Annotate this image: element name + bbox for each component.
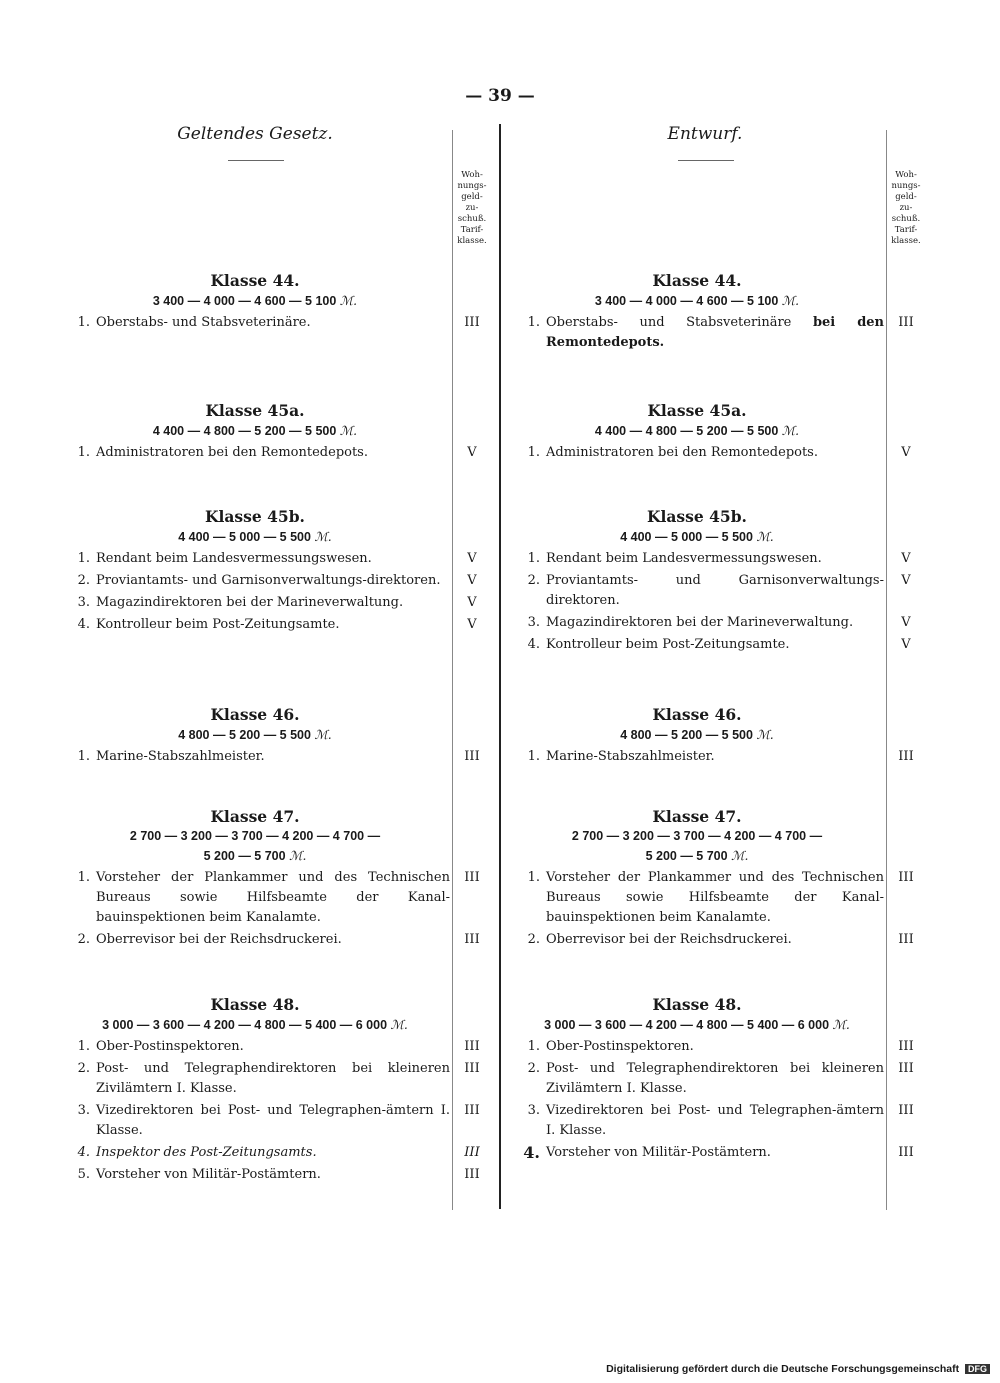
entry-text: [546, 1059, 884, 1099]
entry-tarif-class: III: [898, 870, 914, 885]
entry-number: 2.: [77, 1061, 90, 1076]
entry-row: [60, 747, 480, 767]
entry-number: 1.: [77, 551, 90, 566]
currency-unit: ℳ.: [731, 848, 749, 863]
entry-text: [546, 635, 884, 655]
entry-row: [60, 1165, 480, 1185]
currency-unit: ℳ.: [390, 1017, 408, 1032]
entry-text-main: Post- und Telegraphendirektoren bei kleineren Zivilämtern I. Klasse.: [96, 1061, 450, 1096]
salary-range: [510, 421, 884, 441]
klasse-block: [60, 506, 477, 635]
salary-range-continued: [510, 846, 884, 866]
salary-range: [60, 827, 450, 846]
entry-number: 4.: [527, 637, 540, 652]
entry-text: [546, 571, 884, 611]
salary-range-values: 4 400 — 4 800 — 5 200 — 5 500: [594, 424, 779, 438]
entry-row: [510, 1101, 914, 1141]
entry-number: 1.: [77, 315, 90, 330]
klasse-block: [60, 400, 477, 463]
entry-text-main: Oberstabs- und Stabsveterinäre: [546, 315, 792, 330]
entry-row: [510, 747, 914, 767]
salary-range-values: 2 700 — 3 200 — 3 700 — 4 200 — 4 700 —: [129, 829, 381, 843]
entry-row: [510, 313, 914, 353]
entry-text-main: Magazindirektoren bei der Marineverwaltung.: [546, 615, 854, 630]
entry-text-main: Administratoren bei den Remontedepots.: [546, 445, 818, 460]
klasse-block: [60, 704, 480, 767]
entry-text: [96, 747, 450, 767]
currency-unit: ℳ.: [781, 293, 800, 308]
entry-text: [96, 593, 450, 613]
currency-unit: ℳ.: [289, 848, 307, 863]
entry-tarif-class: V: [901, 551, 911, 566]
salary-range: [510, 527, 884, 547]
entry-number: 4.: [77, 617, 90, 632]
entry-row: [510, 635, 911, 655]
salary-range-values: 3 000 — 3 600 — 4 200 — 4 800 — 5 400 — 6 000: [544, 1018, 830, 1032]
entry-text: [546, 443, 884, 463]
tarif-header-line: schuß.: [457, 214, 487, 224]
klasse-title: Klasse 47.: [210, 807, 300, 826]
entry-text-main: Ober-Postinspektoren.: [96, 1039, 244, 1054]
entry-text-main: Magazindirektoren bei der Marineverwaltung.: [96, 595, 404, 610]
entry-row: [510, 571, 911, 611]
tarif-header-line: geld-: [895, 192, 917, 202]
tarif-header-line: nungs-: [891, 181, 921, 191]
entry-row: [510, 1037, 914, 1057]
entry-text-main: Vizedirektoren bei Post- und Telegraphen-ämtern I. Klasse.: [96, 1103, 450, 1138]
entry-row: [60, 549, 477, 569]
entry-row: [60, 1037, 480, 1057]
tarif-header: [886, 170, 926, 247]
entry-number: 1.: [527, 315, 540, 330]
klasse-block: [510, 994, 914, 1163]
entry-text: [96, 930, 450, 950]
entry-tarif-class: III: [464, 1167, 480, 1182]
left-column-geltendes-gesetz: [60, 124, 506, 1214]
title-rule: [228, 160, 284, 161]
entry-row: [60, 1059, 480, 1099]
entry-tarif-class: III: [464, 315, 480, 330]
entry-text: [96, 1143, 450, 1163]
entry-tarif-class: III: [898, 932, 914, 947]
column-title: Entwurf.: [667, 124, 743, 144]
entry-text: [546, 1101, 884, 1141]
entry-text-main: Vorsteher von Militär-Postämtern.: [546, 1145, 771, 1160]
entry-number: 3.: [77, 1103, 90, 1118]
klasse-title: Klasse 45b.: [205, 507, 305, 526]
entry-number: 1.: [77, 870, 90, 885]
entry-text: [546, 613, 884, 633]
entry-text-main: Rendant beim Landesvermessungswesen.: [96, 551, 372, 566]
entry-tarif-class: III: [898, 315, 914, 330]
entry-number: 2.: [77, 932, 90, 947]
entry-number: 4.: [523, 1143, 540, 1162]
klasse-block: [510, 400, 911, 463]
entry-tarif-class: V: [467, 573, 477, 588]
entry-tarif-class: III: [464, 749, 480, 764]
entry-text-main: Oberstabs- und Stabsveterinäre.: [96, 315, 311, 330]
entry-number: 2.: [527, 932, 540, 947]
salary-range: [60, 291, 450, 311]
entry-text-main: Vorsteher der Plankammer und des Technischen Bureaus sowie Hilfsbeamte der Kanal-bauinspektionen beim Kanalamte.: [96, 870, 450, 925]
entry-number: 3.: [527, 1103, 540, 1118]
entry-text-main: Ober-Postinspektoren.: [546, 1039, 694, 1054]
klasse-title: Klasse 46.: [652, 705, 742, 724]
entry-tarif-class: III: [464, 1061, 480, 1076]
klasse-block: [510, 806, 914, 950]
entry-text-main: Vizedirektoren bei Post- und Telegraphen-ämtern I. Klasse.: [546, 1103, 884, 1138]
entry-number: 5.: [77, 1167, 90, 1182]
salary-range-values: 4 800 — 5 200 — 5 500: [620, 728, 753, 742]
klasse-block: [510, 704, 914, 767]
entry-row: [60, 313, 480, 333]
entry-tarif-class: V: [467, 551, 477, 566]
salary-range: [510, 291, 884, 311]
currency-unit: ℳ.: [314, 529, 332, 544]
klasse-title: Klasse 44.: [652, 271, 742, 290]
entry-text-main: Oberrevisor bei der Reichsdruckerei.: [546, 932, 792, 947]
entry-text: [96, 571, 450, 591]
klasse-block: [510, 270, 914, 353]
salary-range-values: 4 400 — 4 800 — 5 200 — 5 500: [152, 424, 337, 438]
entry-tarif-class: III: [898, 1061, 914, 1076]
entry-text: [546, 747, 884, 767]
entry-row: [510, 443, 911, 463]
salary-range-values: 3 400 — 4 000 — 4 600 — 5 100: [594, 294, 779, 308]
entry-row: [510, 1143, 914, 1163]
entry-number: 2.: [527, 573, 540, 588]
entry-number: 3.: [527, 615, 540, 630]
salary-range-values: 3 000 — 3 600 — 4 200 — 4 800 — 5 400 — 6 000: [102, 1018, 388, 1032]
entry-tarif-class: III: [898, 1103, 914, 1118]
entry-tarif-class: V: [467, 617, 477, 632]
entry-text-main: Marine-Stabszahlmeister.: [546, 749, 715, 764]
salary-range-values: 2 700 — 3 200 — 3 700 — 4 200 — 4 700 —: [571, 829, 823, 843]
entry-text-main: Marine-Stabszahlmeister.: [96, 749, 265, 764]
entry-tarif-class: V: [901, 615, 911, 630]
entry-text: [546, 313, 884, 353]
entry-tarif-class: III: [464, 1145, 480, 1160]
tarif-header-line: geld-: [461, 192, 483, 202]
currency-unit: ℳ.: [781, 423, 800, 438]
title-rule: [678, 160, 734, 161]
entry-text-added: bei den Remontedepots.: [546, 315, 885, 350]
entry-number: 1.: [527, 445, 540, 460]
currency-unit: ℳ.: [314, 727, 332, 742]
klasse-title: Klasse 47.: [652, 807, 742, 826]
tarif-header-line: Woh-: [461, 170, 483, 180]
entry-text: [546, 868, 884, 928]
entry-text-main: Kontrolleur beim Post-Zeitungsamte.: [546, 637, 790, 652]
salary-range: [60, 1015, 450, 1035]
entry-tarif-class: III: [464, 932, 480, 947]
currency-unit: ℳ.: [756, 727, 774, 742]
tarif-header-line: nungs-: [457, 181, 487, 191]
klasse-title: Klasse 48.: [210, 995, 300, 1014]
tarif-header-line: zu-: [899, 203, 913, 213]
entry-row: [510, 930, 914, 950]
entry-row: [60, 593, 477, 613]
entry-text: [546, 1037, 884, 1057]
klasse-title: Klasse 48.: [652, 995, 742, 1014]
klasse-title: Klasse 44.: [210, 271, 300, 290]
footer-text: Digitalisierung gefördert durch die Deutsche Forschungsgemeinschaft: [606, 1363, 960, 1375]
entry-text: [96, 615, 450, 635]
entry-number: 1.: [77, 1039, 90, 1054]
entry-tarif-class: V: [901, 637, 911, 652]
entry-row: [510, 613, 911, 633]
salary-range-values: 4 800 — 5 200 — 5 500: [178, 728, 311, 742]
currency-unit: ℳ.: [832, 1017, 850, 1032]
salary-range: [60, 725, 450, 745]
entry-text: [546, 930, 884, 950]
entry-row: [60, 868, 480, 928]
entry-row: [510, 549, 911, 569]
entry-row: [60, 1143, 480, 1163]
entry-text-main: Post- und Telegraphendirektoren bei kleineren Zivilämtern I. Klasse.: [546, 1061, 884, 1096]
entry-number: 1.: [527, 551, 540, 566]
entry-number: 3.: [77, 595, 90, 610]
dfg-logo: DFG: [965, 1364, 990, 1374]
tarif-header-line: Woh-: [895, 170, 917, 180]
klasse-title: Klasse 46.: [210, 705, 300, 724]
entry-number: 2.: [527, 1061, 540, 1076]
entry-text: [96, 1037, 450, 1057]
entry-number: 1.: [77, 749, 90, 764]
entry-tarif-class: III: [464, 1039, 480, 1054]
entry-number: 1.: [527, 870, 540, 885]
entry-tarif-class: III: [898, 1039, 914, 1054]
entry-row: [60, 571, 477, 591]
entry-text: [96, 443, 450, 463]
entry-tarif-class: V: [467, 445, 477, 460]
tarif-header-line: zu-: [465, 203, 479, 213]
entry-tarif-class: V: [901, 445, 911, 460]
entry-number: 1.: [527, 749, 540, 764]
right-column-entwurf: [510, 124, 956, 1214]
entry-text-main: Inspektor des Post-Zeitungsamts.: [96, 1145, 317, 1160]
currency-unit: ℳ.: [756, 529, 774, 544]
entry-row: [60, 930, 480, 950]
entry-text: [546, 549, 884, 569]
entry-number: 1.: [527, 1039, 540, 1054]
entry-text: [96, 549, 450, 569]
entry-tarif-class: V: [467, 595, 477, 610]
entry-number: 2.: [77, 573, 90, 588]
entry-text-main: Proviantamts- und Garnisonverwaltungs-direktoren.: [96, 573, 441, 588]
klasse-block: [60, 806, 480, 950]
entry-text: [96, 868, 450, 928]
entry-text: [96, 313, 450, 333]
column-title: Geltendes Gesetz.: [177, 124, 333, 144]
entry-text: [96, 1059, 450, 1099]
salary-range: [510, 725, 884, 745]
entry-tarif-class: III: [898, 749, 914, 764]
entry-text-main: Proviantamts- und Garnisonverwaltungs-direktoren.: [546, 573, 884, 608]
entry-text-main: Vorsteher von Militär-Postämtern.: [96, 1167, 321, 1182]
entry-text-main: Kontrolleur beim Post-Zeitungsamte.: [96, 617, 340, 632]
salary-range-continued: [60, 846, 450, 866]
salary-range-values: 5 200 — 5 700: [203, 849, 286, 863]
tarif-header-line: schuß.: [891, 214, 921, 224]
entry-tarif-class: V: [901, 573, 911, 588]
entry-text-main: Oberrevisor bei der Reichsdruckerei.: [96, 932, 342, 947]
klasse-block: [510, 506, 911, 655]
entry-tarif-class: III: [464, 870, 480, 885]
currency-unit: ℳ.: [339, 423, 358, 438]
entry-text: [546, 1143, 884, 1163]
entry-number: 4.: [77, 1145, 90, 1160]
tarif-header: [452, 170, 492, 247]
entry-row: [510, 868, 914, 928]
salary-range: [510, 827, 884, 846]
salary-range: [60, 527, 450, 547]
entry-tarif-class: III: [898, 1145, 914, 1160]
salary-range-values: 4 400 — 5 000 — 5 500: [178, 530, 311, 544]
entry-tarif-class: III: [464, 1103, 480, 1118]
salary-range-values: 4 400 — 5 000 — 5 500: [620, 530, 753, 544]
entry-text-main: Vorsteher der Plankammer und des Technischen Bureaus sowie Hilfsbeamte der Kanal-bauinspektionen beim Kanalamte.: [546, 870, 884, 925]
klasse-title: Klasse 45a.: [205, 401, 305, 420]
klasse-block: [60, 994, 480, 1185]
entry-number: 1.: [77, 445, 90, 460]
entry-text-main: Administratoren bei den Remontedepots.: [96, 445, 368, 460]
tarif-header-line: klasse.: [457, 236, 487, 246]
entry-text: [96, 1101, 450, 1141]
salary-range-values: 5 200 — 5 700: [645, 849, 728, 863]
footer-credit: [606, 1363, 990, 1375]
klasse-title: Klasse 45a.: [647, 401, 747, 420]
entry-row: [510, 1059, 914, 1099]
salary-range: [60, 421, 450, 441]
entry-row: [60, 443, 477, 463]
entry-row: [60, 1101, 480, 1141]
salary-range-values: 3 400 — 4 000 — 4 600 — 5 100: [152, 294, 337, 308]
tarif-header-line: Tarif-: [460, 225, 484, 235]
entry-text: [96, 1165, 450, 1185]
tarif-header-line: Tarif-: [894, 225, 918, 235]
klasse-title: Klasse 45b.: [647, 507, 747, 526]
klasse-block: [60, 270, 480, 333]
currency-unit: ℳ.: [339, 293, 358, 308]
entry-row: [60, 615, 477, 635]
entry-text-main: Rendant beim Landesvermessungswesen.: [546, 551, 822, 566]
tarif-header-line: klasse.: [891, 236, 921, 246]
salary-range: [510, 1015, 884, 1035]
page-number: — 39 —: [465, 86, 535, 106]
